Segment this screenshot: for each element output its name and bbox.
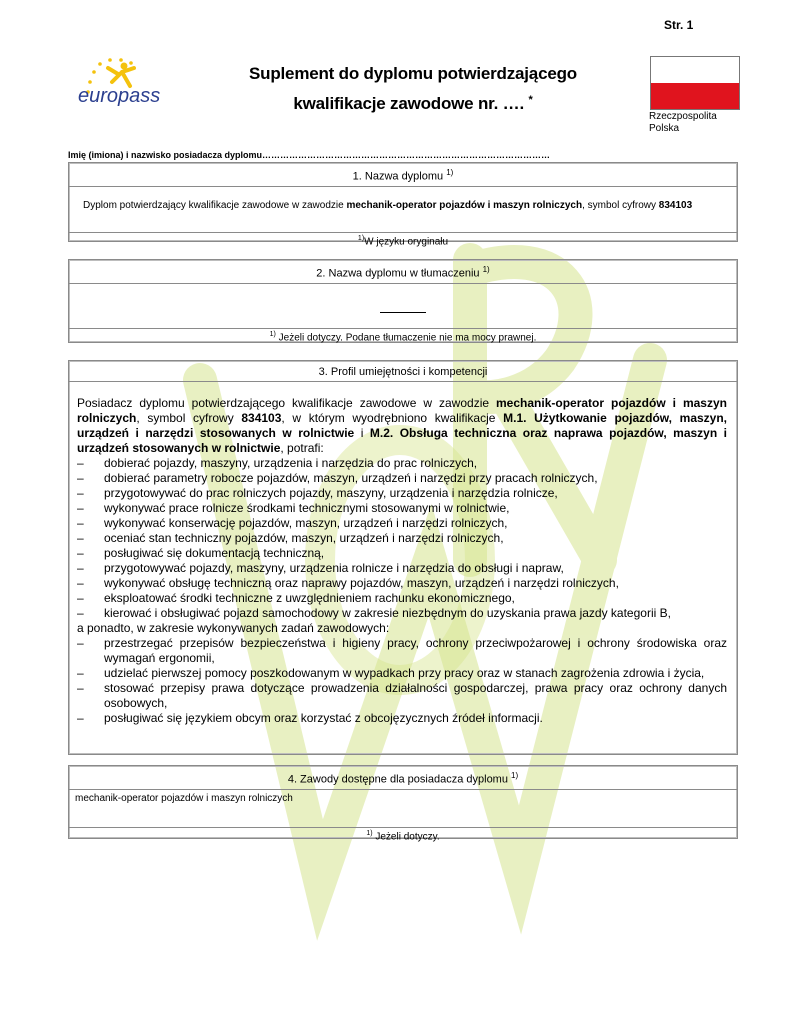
list-item: – kierować i obsługiwać pojazd samochodowy w zakresie niezbędnym do uzyskania prawa jazdy kategorii B, [77, 606, 727, 621]
skills-intro: Posiadacz dyplomu potwierdzającego kwalifikacje zawodowe w zawodzie mechanik-operator pojazdów i maszyn rolniczych, symbol cyfrowy 834103, w którym wyodrębniono kwalifikacje M.1. Użytkowanie pojazdów, maszyn, urządzeń i narzędzi stosowanych w rolnictwie i M.2. Obsługa techniczna oraz naprawa pojazdów, maszyn i urządzeń stosowanych w rolnictwie, potrafi: [77, 396, 728, 455]
blank-line [380, 312, 426, 313]
list-item: – eksploatować środki techniczne z uwzględnieniem rachunku ekonomicznego, [77, 591, 727, 606]
country-line-1: Rzeczpospolita [649, 111, 717, 122]
occupation-value: mechanik-operator pojazdów i maszyn rolniczych [75, 792, 293, 804]
list-item: – wykonywać konserwację pojazdów, maszyn, urządzeń i narzędzi rolniczych, [77, 516, 727, 531]
section-body [69, 382, 737, 726]
title-line-2: kwalifikacje zawodowe nr. …. * [293, 94, 533, 113]
logo-text: europass [78, 85, 161, 107]
skills-list [77, 456, 727, 621]
list-item: – przygotowywać do prac rolniczych pojazdy, maszyny, urządzenia i narzędzia rolnicze, [77, 486, 727, 501]
list-item: – stosować przepisy prawa dotyczące prowadzenia działalności gospodarczej, prawa pracy oraz ochrony danych osobowych, [77, 681, 727, 711]
title-line-1: Suplement do dyplomu potwierdzającego [249, 64, 577, 83]
list-item: – posługiwać się językiem obcym oraz korzystać z obcojęzycznych źródeł informacji. [77, 711, 727, 726]
section-heading: 2. Nazwa dyplomu w tłumaczeniu $^{1)}$ [69, 260, 737, 284]
list-item: – wykonywać prace rolnicze środkami technicznymi stosowanymi w rolnictwie, [77, 501, 727, 516]
list-item: – posługiwać się dokumentacją techniczną, [77, 546, 727, 561]
holder-name-field: Imię (imiona) i nazwisko posiadacza dyplomu…………………………………………………………………………………… [68, 150, 551, 160]
section-available-occupations [68, 765, 738, 842]
europass-logo-icon [74, 52, 184, 108]
section-heading: 3. Profil umiejętności i kompetencji [69, 361, 737, 382]
section-heading: 1. Nazwa dyplomu $^{1)}$ [69, 163, 737, 187]
page-title [198, 60, 628, 117]
polish-flag [650, 56, 740, 110]
flag-red-stripe [651, 83, 739, 109]
list-item: – oceniać stan techniczny pojazdów, maszyn, urządzeń i narzędzi rolniczych, [77, 531, 727, 546]
country-line-2: Polska [649, 123, 680, 134]
country-name [649, 111, 717, 135]
section-body: Dyplom potwierdzający kwalifikacje zawodowe w zawodzie mechanik-operator pojazdów i maszyn rolniczych, symbol cyfrowy 834103 [83, 199, 693, 211]
general-skills-list [77, 636, 727, 726]
page-number: Str. 1 [664, 18, 694, 32]
section-footnote: $^{1)}$W języku oryginału [69, 232, 737, 250]
flag-white-stripe [651, 57, 739, 83]
list-item: – udzielać pierwszej pomocy poszkodowanym w wypadkach przy pracy oraz w stanach zagrożenia zdrowia i życia, [77, 666, 727, 681]
section-footnote: $^{1)}$ Jeżeli dotyczy. [69, 827, 737, 845]
section-body [69, 284, 737, 328]
list-item: – przestrzegać przepisów bezpieczeństwa i higieny pracy, ochrony przeciwpożarowej i ochrony środowiska oraz wymagań ergonomii, [77, 636, 727, 666]
general-skills-intro: a ponadto, w zakresie wykonywanych zadań zawodowych: [77, 621, 390, 635]
list-item: – wykonywać obsługę techniczną oraz naprawy pojazdów, maszyn, urządzeń i narzędzi rolniczych, [77, 576, 727, 591]
section-skills-profile [68, 360, 738, 755]
europass-logo [74, 52, 184, 108]
section-heading: 4. Zawody dostępne dla posiadacza dyplomu $^{1)}$ [69, 766, 737, 790]
list-item: – dobierać pojazdy, maszyny, urządzenia i narzędzia do prac rolniczych, [77, 456, 727, 471]
section-footnote: $^{1)}$ Jeżeli dotyczy. Podane tłumaczenie nie ma mocy prawnej. [69, 328, 737, 346]
list-item: – przygotowywać pojazdy, maszyny, urządzenia rolnicze i narzędzia do obsługi i napraw, [77, 561, 727, 576]
section-translated-name [68, 259, 738, 343]
section-diploma-name [68, 162, 738, 247]
list-item: – dobierać parametry robocze pojazdów, maszyn, urządzeń i narzędzi przy pracach rolniczych, [77, 471, 727, 486]
